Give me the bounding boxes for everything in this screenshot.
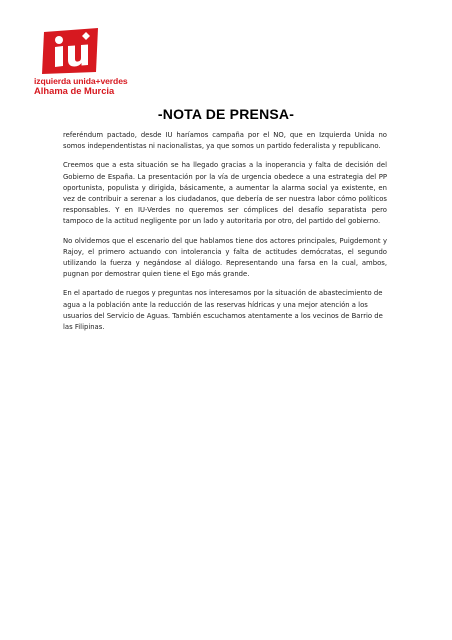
logo-line-1: izquierda unida+verdes [34,76,128,86]
iu-logo-icon [42,28,100,74]
logo-line-2: Alhama de Murcia [34,85,115,96]
paragraph: Creemos que a esta situación se ha llegado gracias a la inoperancia y falta de decisión del Gobierno de España. La presentación por la vía de urgencia obedece a una estrategia del PP oportunista, populista y dirigida, básicamente, a aumentar la alarma social ya existente, en vez de contribuir a serenar a los ciudadanos, que debería de ser nuestra labor cómo políticos responsables. Y en IU-Verdes no queremos ser cómplices del desafío separatista pero tampoco de la actitud negligente por un lado y autoritaria por otro, del partido del gobierno. [63,161,387,226]
paragraph: En el apartado de ruegos y preguntas nos interesamos por la situación de abastecimiento de agua a la población ante la reducción de las reservas hídricas y una mejor atención a los usuarios del Servicio de Aguas. También escuchamos atentamente a los vecinos de Barrio de las Filipinas. [63,289,383,332]
document-body [63,130,387,341]
page-title: -NOTA DE PRENSA- [157,106,295,122]
paragraph: referéndum pactado, desde IU haríamos campaña por el NO, que en Izquierda Unida no somos independentistas ni nacionalistas, ya que somos un partido federalista y republicano. [63,131,387,151]
paragraph: No olvidemos que el escenario del que hablamos tiene dos actores principales, Puigdemont y Rajoy, el primero actuando con intolerancia y falta de actitudes demócratas, el segundo utilizando la fuerza y negándose al diálogo. Representando una farsa en la cual, ambos, pugnan por demostrar quien tiene el Ego más grande. [63,236,387,279]
